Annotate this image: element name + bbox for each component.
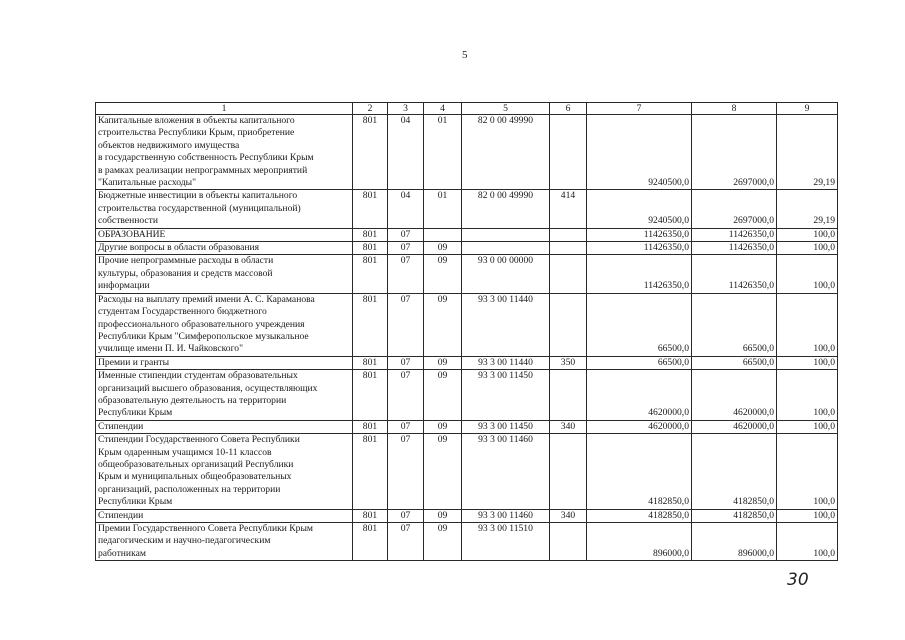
table-row [96, 356, 838, 369]
row-name-cell [96, 509, 353, 522]
ministry-code-cell: 801 [353, 420, 388, 433]
subsection-code-cell: 01 [424, 190, 462, 228]
row-name-line: педагогическим и научно-педагогическим [98, 535, 271, 547]
expense-type-cell [550, 228, 587, 241]
planned-amount-cell: 4182850,0 [587, 434, 692, 509]
row-name-line: Премии и гранты [98, 356, 170, 368]
planned-amount-cell: 4620000,0 [587, 420, 692, 433]
ministry-code-cell: 801 [353, 370, 388, 421]
percent-cell: 100,0 [777, 356, 838, 369]
subsection-code-cell: 09 [424, 420, 462, 433]
column-header: 9 [777, 103, 838, 115]
target-article-cell [462, 228, 550, 241]
ministry-code-cell: 801 [353, 434, 388, 509]
subsection-code-cell [424, 228, 462, 241]
row-name-cell [96, 255, 353, 293]
executed-amount-cell: 4620000,0 [692, 370, 777, 421]
subsection-code-cell: 09 [424, 255, 462, 293]
row-name-line: профессионального образовательного учреждения [98, 318, 305, 330]
ministry-code-cell: 801 [353, 228, 388, 241]
planned-amount-cell: 9240500,0 [587, 115, 692, 190]
row-name-line: образовательную деятельность на территории [98, 394, 287, 406]
row-name-line: в рамках реализации непрограммных мероприятий [98, 164, 308, 176]
table-row [96, 523, 838, 561]
planned-amount-cell: 11426350,0 [587, 242, 692, 255]
subsection-code-cell: 09 [424, 293, 462, 356]
table-body [96, 115, 838, 561]
table-header-row [96, 103, 838, 115]
percent-cell: 100,0 [777, 523, 838, 561]
sheet-number-mark: 30 [787, 570, 809, 590]
row-name-cell [96, 228, 353, 241]
row-name-cell [96, 434, 353, 509]
row-name-cell [96, 115, 353, 190]
section-code-cell: 04 [388, 190, 424, 228]
column-header: 1 [96, 103, 353, 115]
budget-table [95, 102, 838, 561]
ministry-code-cell: 801 [353, 190, 388, 228]
row-name-line: строительства государственной (муниципальной) [98, 202, 301, 214]
planned-amount-cell: 4182850,0 [587, 509, 692, 522]
row-name-line: ОБРАЗОВАНИЕ [98, 228, 166, 240]
row-name-line: Другие вопросы в области образования [98, 242, 260, 254]
expense-type-cell: 414 [550, 190, 587, 228]
row-name-line: Бюджетные инвестиции в объекты капитального [98, 190, 298, 202]
executed-amount-cell: 2697000,0 [692, 190, 777, 228]
row-name-line: "Капитальные расходы" [98, 177, 197, 189]
row-name-cell [96, 356, 353, 369]
section-code-cell: 07 [388, 255, 424, 293]
planned-amount-cell: 66500,0 [587, 293, 692, 356]
percent-cell: 100,0 [777, 228, 838, 241]
row-name-line: общеобразовательных организаций Республики [98, 458, 294, 470]
executed-amount-cell: 11426350,0 [692, 255, 777, 293]
target-article-cell: 93 3 00 11460 [462, 434, 550, 509]
expense-type-cell [550, 370, 587, 421]
expense-type-cell [550, 293, 587, 356]
target-article-cell: 82 0 00 49990 [462, 190, 550, 228]
row-name-line: культуры, образования и средств массовой [98, 267, 273, 279]
subsection-code-cell: 09 [424, 356, 462, 369]
column-header: 6 [550, 103, 587, 115]
section-code-cell: 07 [388, 242, 424, 255]
section-code-cell: 07 [388, 420, 424, 433]
row-name-cell [96, 370, 353, 421]
table-row [96, 293, 838, 356]
row-name-line: организаций высшего образования, осуществляющих [98, 382, 318, 394]
percent-cell: 100,0 [777, 420, 838, 433]
subsection-code-cell: 09 [424, 509, 462, 522]
column-header: 4 [424, 103, 462, 115]
section-code-cell: 07 [388, 523, 424, 561]
column-header: 5 [462, 103, 550, 115]
row-name-line: Республики Крым "Симферопольское музыкальное [98, 330, 309, 342]
row-name-line: училище имени П. И. Чайковского" [98, 343, 244, 355]
planned-amount-cell: 11426350,0 [587, 255, 692, 293]
expense-type-cell [550, 242, 587, 255]
executed-amount-cell: 4182850,0 [692, 434, 777, 509]
target-article-cell: 93 3 00 11440 [462, 356, 550, 369]
subsection-code-cell: 09 [424, 434, 462, 509]
percent-cell: 100,0 [777, 509, 838, 522]
executed-amount-cell: 11426350,0 [692, 228, 777, 241]
row-name-line: объектов недвижимого имущества [98, 139, 240, 151]
planned-amount-cell: 896000,0 [587, 523, 692, 561]
table-row [96, 434, 838, 509]
row-name-line: Крым одаренным учащимся 10-11 классов [98, 446, 272, 458]
executed-amount-cell: 896000,0 [692, 523, 777, 561]
row-name-line: Стипендии [98, 509, 144, 521]
section-code-cell: 07 [388, 356, 424, 369]
percent-cell: 29,19 [777, 115, 838, 190]
expense-type-cell: 340 [550, 420, 587, 433]
target-article-cell: 82 0 00 49990 [462, 115, 550, 190]
table-row [96, 228, 838, 241]
row-name-cell [96, 242, 353, 255]
expense-type-cell [550, 523, 587, 561]
column-header: 8 [692, 103, 777, 115]
table-row [96, 370, 838, 421]
executed-amount-cell: 66500,0 [692, 356, 777, 369]
row-name-line: Прочие непрограммные расходы в области [98, 255, 274, 267]
table-row [96, 242, 838, 255]
row-name-line: организаций, расположенных на территории [98, 483, 281, 495]
section-code-cell: 07 [388, 509, 424, 522]
planned-amount-cell: 9240500,0 [587, 190, 692, 228]
target-article-cell: 93 3 00 11510 [462, 523, 550, 561]
section-code-cell: 07 [388, 370, 424, 421]
percent-cell: 100,0 [777, 255, 838, 293]
subsection-code-cell: 09 [424, 370, 462, 421]
expense-type-cell [550, 115, 587, 190]
executed-amount-cell: 2697000,0 [692, 115, 777, 190]
ministry-code-cell: 801 [353, 293, 388, 356]
executed-amount-cell: 4182850,0 [692, 509, 777, 522]
table-row [96, 190, 838, 228]
executed-amount-cell: 66500,0 [692, 293, 777, 356]
row-name-cell [96, 293, 353, 356]
executed-amount-cell: 11426350,0 [692, 242, 777, 255]
ministry-code-cell: 801 [353, 242, 388, 255]
section-code-cell: 04 [388, 115, 424, 190]
row-name-line: Расходы на выплату премий имени А. С. Караманова [98, 293, 315, 305]
row-name-line: Капитальные вложения в объекты капитального [98, 115, 295, 126]
column-header: 2 [353, 103, 388, 115]
section-code-cell: 07 [388, 228, 424, 241]
target-article-cell: 93 0 00 00000 [462, 255, 550, 293]
ministry-code-cell: 801 [353, 509, 388, 522]
table-row [96, 255, 838, 293]
ministry-code-cell: 801 [353, 523, 388, 561]
target-article-cell: 93 3 00 11450 [462, 420, 550, 433]
percent-cell: 29,19 [777, 190, 838, 228]
planned-amount-cell: 66500,0 [587, 356, 692, 369]
row-name-line: работникам [98, 547, 146, 559]
row-name-line: в государственную собственность Республики Крым [98, 152, 314, 164]
target-article-cell: 93 3 00 11450 [462, 370, 550, 421]
ministry-code-cell: 801 [353, 356, 388, 369]
percent-cell: 100,0 [777, 242, 838, 255]
row-name-line: Стипендии [98, 420, 144, 432]
row-name-line: Стипендии Государственного Совета Республики [98, 434, 300, 446]
row-name-line: Республики Крым [98, 407, 173, 419]
subsection-code-cell: 01 [424, 115, 462, 190]
executed-amount-cell: 4620000,0 [692, 420, 777, 433]
percent-cell: 100,0 [777, 293, 838, 356]
row-name-line: Республики Крым [98, 496, 173, 508]
table-row [96, 509, 838, 522]
subsection-code-cell: 09 [424, 523, 462, 561]
target-article-cell: 93 3 00 11460 [462, 509, 550, 522]
expense-type-cell [550, 255, 587, 293]
row-name-cell [96, 190, 353, 228]
expense-type-cell: 340 [550, 509, 587, 522]
row-name-line: информации [98, 280, 150, 292]
expense-type-cell [550, 434, 587, 509]
row-name-cell [96, 523, 353, 561]
column-header: 7 [587, 103, 692, 115]
row-name-cell [96, 420, 353, 433]
subsection-code-cell: 09 [424, 242, 462, 255]
table-row [96, 420, 838, 433]
target-article-cell: 93 3 00 11440 [462, 293, 550, 356]
ministry-code-cell: 801 [353, 255, 388, 293]
row-name-line: собственности [98, 215, 159, 227]
percent-cell: 100,0 [777, 370, 838, 421]
ministry-code-cell: 801 [353, 115, 388, 190]
table-row [96, 115, 838, 190]
column-header: 3 [388, 103, 424, 115]
percent-cell: 100,0 [777, 434, 838, 509]
row-name-line: студентам Государственного бюджетного [98, 306, 267, 318]
section-code-cell: 07 [388, 293, 424, 356]
expense-type-cell: 350 [550, 356, 587, 369]
page-number: 5 [462, 49, 468, 61]
row-name-line: строительства Республики Крым, приобретение [98, 127, 295, 139]
section-code-cell: 07 [388, 434, 424, 509]
planned-amount-cell: 4620000,0 [587, 370, 692, 421]
planned-amount-cell: 11426350,0 [587, 228, 692, 241]
row-name-line: Именные стипендии студентам образовательных [98, 370, 298, 382]
row-name-line: Крым и муниципальных общеобразовательных [98, 471, 292, 483]
target-article-cell [462, 242, 550, 255]
row-name-line: Премии Государственного Совета Республики Крым [98, 523, 313, 534]
